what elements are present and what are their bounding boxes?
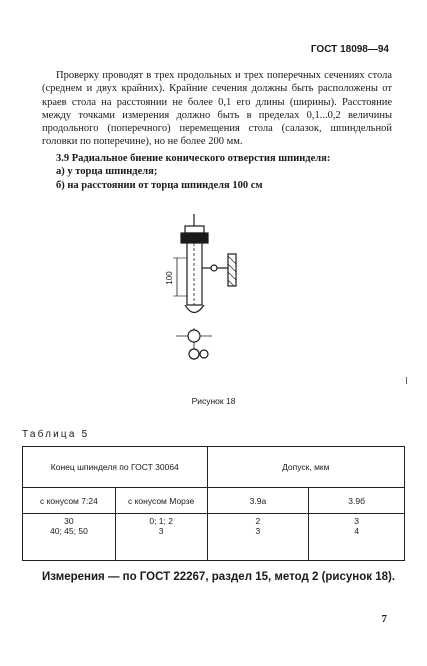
indicator-dial-bottom-2 (189, 349, 199, 359)
indicator-dial-top (211, 265, 217, 271)
cell-tol-a-row1: 2 (255, 516, 261, 526)
cell-taper-724-row1: 30 (64, 516, 74, 526)
cell-tol-3-9b (309, 514, 405, 561)
tolerance-table (22, 446, 405, 561)
cell-tol-a-row2: 3 (255, 526, 261, 536)
cell-taper-724-row2: 40; 45; 50 (49, 526, 88, 536)
figure-caption: Рисунок 18 (191, 396, 236, 406)
subheader-taper-morse: с конусом Морзе (115, 488, 207, 514)
margin-mark (406, 377, 407, 384)
header-tolerance: Допуск, мкм (207, 447, 404, 488)
figure-18-diagram (150, 210, 260, 388)
cell-tol-3-9a (207, 514, 309, 561)
standard-header: ГОСТ 18098—94 (310, 44, 389, 55)
spindle-collar (181, 233, 208, 243)
clause-title: 3.9 Радиальное биение конического отверстия шпинделя: (56, 153, 331, 164)
cell-morse-row2: 3 (158, 526, 164, 536)
intro-paragraph: Проверку проводят в трех продольных и трех поперечных сечениях стола (среднем и двух крайних). Крайние сечения должны быть расположены от краев стола на расстоянии не более 0,1 его длины (ширины). Расстояние между точками измерения должно быть в пределах 0,1...0,2 величины продольного (поперечного) перемещения стола (салазок, шпиндельной головки по поперечине), но не более 200 мм. (42, 70, 392, 148)
cell-taper-morse (115, 514, 207, 561)
clause-item-b: б) на расстоянии от торца шпинделя 100 см (56, 180, 263, 191)
subheader-3-9a: 3.9а (207, 488, 309, 514)
dimension-label: 100 (165, 271, 174, 285)
spindle-nose (185, 305, 204, 313)
subheader-3-9b: 3.9б (309, 488, 405, 514)
header-spindle-end: Конец шпинделя по ГОСТ 30064 (23, 447, 208, 488)
measurement-note: Измерения — по ГОСТ 22267, раздел 15, метод 2 (рисунок 18). (42, 571, 396, 583)
cell-tol-b-row1: 3 (354, 516, 359, 526)
indicator-dial-bottom-1 (188, 330, 200, 342)
subheader-taper-724: с конусом 7:24 (23, 488, 116, 514)
cell-tol-b-row2: 4 (354, 526, 359, 536)
table-title: Таблица 5 (22, 429, 90, 440)
indicator-dial-bottom-3 (200, 350, 208, 358)
clause-item-a: а) у торца шпинделя; (56, 166, 158, 177)
cell-morse-row1: 0; 1; 2 (149, 516, 173, 526)
page-number: 7 (381, 613, 387, 625)
test-mandrel (187, 243, 202, 305)
cell-taper-724 (23, 514, 116, 561)
spindle-top-cap (185, 226, 204, 233)
